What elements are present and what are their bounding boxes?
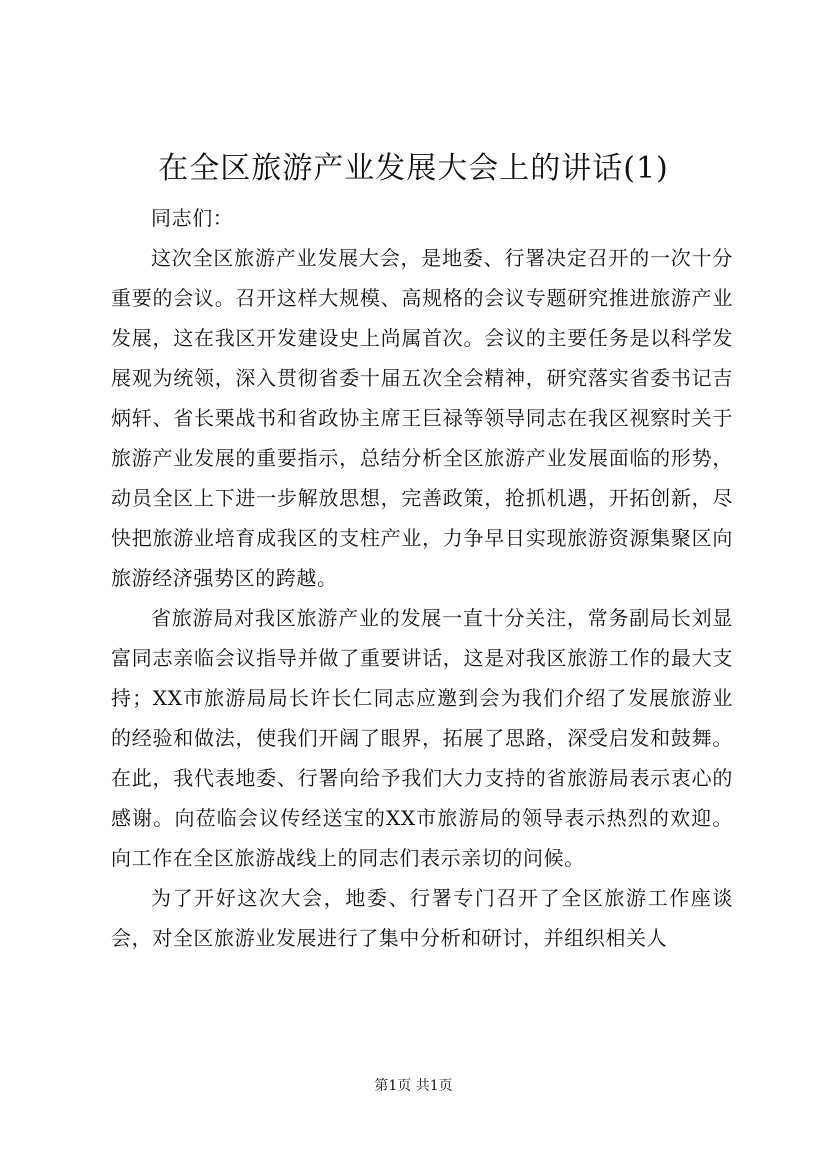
document-title: 在全区旅游产业发展大会上的讲话(1) — [158, 151, 669, 186]
paragraph-2: 省旅游局对我区旅游产业的发展一直十分关注，常务副局长刘显富同志亲临会议指导并做了重要讲话，这是对我区旅游工作的最大支持；XX市旅游局局长许长仁同志应邀到会为我们介绍了发展旅游业的经验和做法，使我们开阔了眼界，拓展了思路，深受启发和鼓舞。在此，我代表地委、行署向给予我们大力支持的省旅游局表示衷心的感谢。向莅临会议传经送宝的XX市旅游局的领导表示热烈的欢迎。向工作在全区旅游战线上的同志们表示亲切的问候。 — [111, 606, 733, 870]
salutation: 同志们： — [151, 206, 234, 230]
document-body — [111, 198, 733, 958]
paragraph-3: 为了开好这次大会，地委、行署专门召开了全区旅游工作座谈会，对全区旅游业发展进行了集中分析和研讨，并组织相关人 — [111, 886, 733, 950]
paragraph-1: 这次全区旅游产业发展大会，是地委、行署决定召开的一次十分重要的会议。召开这样大规模、高规格的会议专题研究推进旅游产业发展，这在我区开发建设史上尚属首次。会议的主要任务是以科学发展观为统领，深入贯彻省委十届五次全会精神，研究落实省委书记吉炳轩、省长栗战书和省政协主席王巨禄等领导同志在我区视察时关于旅游产业发展的重要指示，总结分析全区旅游产业发展面临的形势，动员全区上下进一步解放思想，完善政策，抢抓机遇，开拓创新，尽快把旅游业培育成我区的支柱产业，力争早日实现旅游资源集聚区向旅游经济强势区的跨越。 — [111, 246, 733, 590]
page-footer: 第1页 共1页 — [374, 1078, 453, 1094]
